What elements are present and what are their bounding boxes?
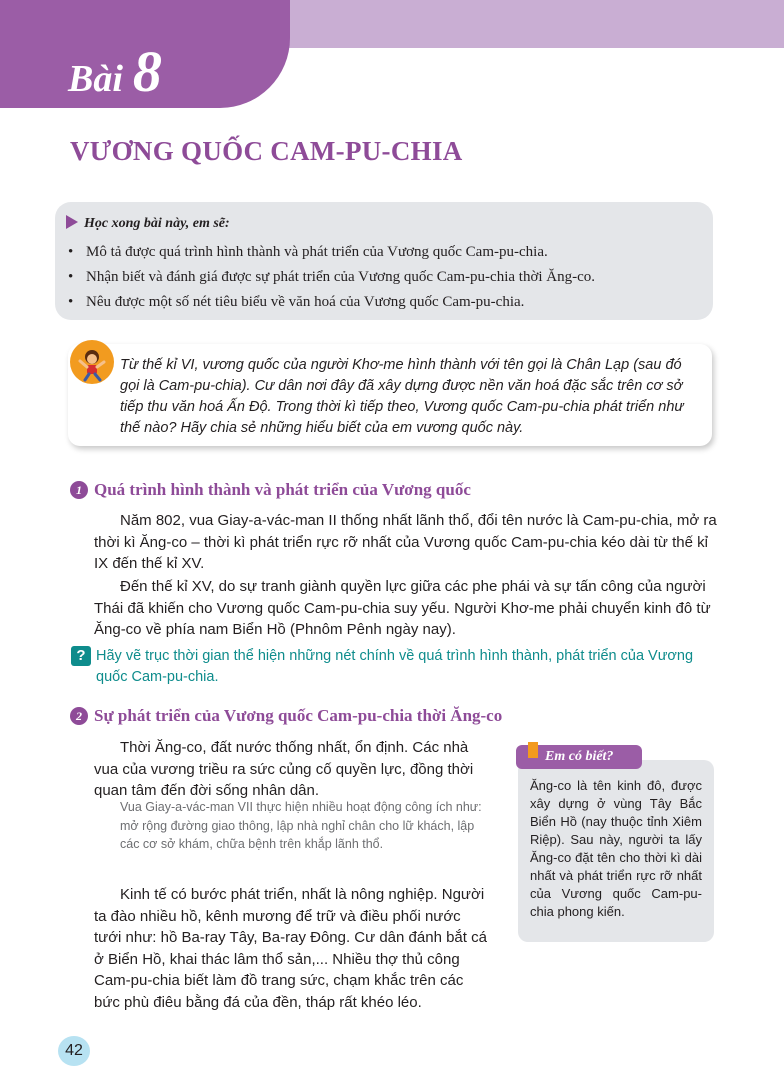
lesson-word: Bài: [68, 58, 123, 100]
sidebar-text: Ăng-co là tên kinh đô, được xây dựng ở vùng Tây Bắc Biển Hồ (nay thuộc tỉnh Xiêm Riệp). Sau này, người ta lấy Ăng-co đặt tên cho thời kì dài nhất và phát triển rực rỡ nhất của Vương quốc Cam-pu-chia phong kiến.: [530, 778, 702, 919]
objectives-list: [68, 240, 595, 315]
objective-item: • Nhận biết và đánh giá được sự phát triển của Vương quốc Cam-pu-chia thời Ăng-co.: [68, 265, 595, 290]
objective-item: • Mô tả được quá trình hình thành và phát triển của Vương quốc Cam-pu-chia.: [68, 240, 595, 265]
section-number-2: 2: [70, 707, 88, 725]
lesson-label: [68, 38, 162, 105]
section1-paragraph-1: Năm 802, vua Giay-a-vác-man II thống nhất lãnh thổ, đổi tên nước là Cam-pu-chia, mở ra thời kì Ăng-co – thời kì phát triển rực rỡ nhất của Vương quốc Cam-pu-chia kéo dài từ thế kỉ IX đến thế kỉ XV.: [94, 512, 717, 572]
lesson-number: 8: [132, 39, 162, 104]
objective-item: • Nêu được một số nét tiêu biểu về văn hoá của Vương quốc Cam-pu-chia.: [68, 290, 595, 315]
objectives-heading-text: Học xong bài này, em sẽ:: [84, 216, 230, 231]
section-number-1: 1: [70, 481, 88, 499]
question-icon: ?: [71, 646, 91, 666]
section-heading-1-text: Quá trình hình thành và phát triển của Vương quốc: [94, 480, 471, 499]
mascot-icon: [70, 340, 114, 384]
section1-paragraph-2: Đến thế kỉ XV, do sự tranh giành quyền lực giữa các phe phái và sự tấn công của người Thái đã khiến cho Vương quốc Cam-pu-chia suy yếu. Người Khơ-me phải chuyển kinh đô từ Ăng-co về phía nam Biển Hồ (Phnôm Pênh ngày nay).: [94, 578, 711, 638]
page-title: VƯƠNG QUỐC CAM-PU-CHIA: [70, 136, 463, 166]
section-heading-2: [70, 706, 502, 726]
intro-text: Từ thế kỉ VI, vương quốc của người Khơ-me hình thành với tên gọi là Chân Lạp (sau đó gọi là Cam-pu-chia). Cư dân nơi đây đã xây dựng được nền văn hoá đặc sắc trên cơ sở tiếp thu văn hoá Ấn Độ. Trong thời kì tiếp theo, Vương quốc Cam-pu-chia phát triển như thế nào? Hãy chia sẻ những hiểu biết của em vương quốc này.: [120, 357, 684, 436]
page-number: 42: [58, 1036, 90, 1066]
sidebar-title: Em có biết?: [545, 749, 614, 764]
section-heading-2-text: Sự phát triển của Vương quốc Cam-pu-chia thời Ăng-co: [94, 706, 503, 725]
bookmark-icon: [528, 742, 538, 758]
mascot-figure: [70, 340, 114, 384]
objectives-heading: [66, 215, 230, 232]
play-arrow-icon: [66, 215, 78, 229]
section2-paragraph-1: Thời Ăng-co, đất nước thống nhất, ổn định. Các nhà vua của vương triều ra sức củng cố quyền lực, đồng thời quan tâm đến đời sống nhân dân.: [94, 739, 474, 799]
question-text: Hãy vẽ trục thời gian thể hiện những nét chính về quá trình hình thành, phát triển của Vương quốc Cam-pu-chia.: [96, 648, 694, 685]
section-heading-1: [70, 480, 471, 500]
section2-paragraph-2: Kinh tế có bước phát triển, nhất là nông nghiệp. Người ta đào nhiều hồ, kênh mương để trữ và điều phối nước tưới như: hồ Ba-ray Tây, Ba-ray Đông. Cư dân đánh bắt cá ở Biển Hồ, khai thác lâm thổ sản,... Nhiều thợ thủ công Cam-pu-chia biết làm đồ trang sức, chạm khắc trên các bức phù điêu bằng đá của đền, tháp rất khéo léo.: [94, 886, 487, 1011]
section2-note: Vua Giay-a-vác-man VII thực hiện nhiều hoạt động công ích như: mở rộng đường giao thông, lập nhà nghỉ chân cho lữ khách, lập các cơ sở khám, chữa bệnh trên khắp lãnh thổ.: [120, 800, 482, 851]
